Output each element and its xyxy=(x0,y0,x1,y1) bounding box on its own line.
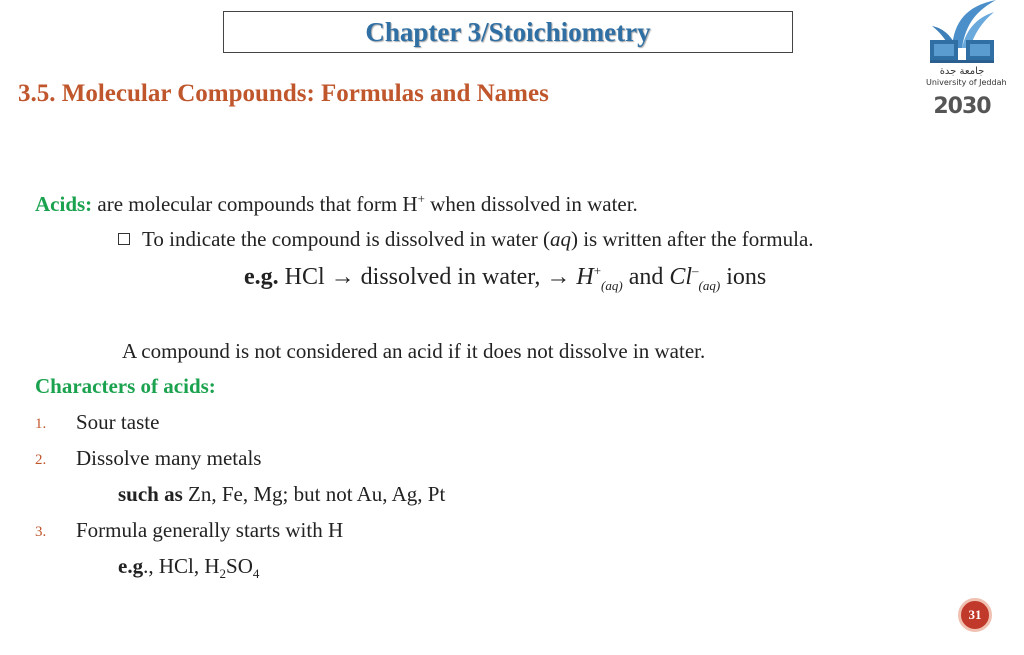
list-item-number-2: 2. xyxy=(35,452,47,468)
acids-eg-ions: ions xyxy=(720,264,767,290)
formula-eg-text-a: ., HCl, H xyxy=(143,554,220,578)
acids-definition-end: when dissolved in water. xyxy=(424,192,638,216)
acids-eg-aq2: (aq) xyxy=(698,277,721,293)
acids-definition-sup: + xyxy=(417,191,425,206)
acids-eg-cl: Cl xyxy=(669,264,693,290)
list-item-number-3: 3. xyxy=(35,524,47,540)
formula-sub-4: 4 xyxy=(252,566,260,582)
acids-eg-label: e.g. xyxy=(244,264,279,290)
acids-eg-cl-sup: – xyxy=(692,263,699,278)
acids-eg-text: HCl → dissolved in water, → xyxy=(278,264,577,290)
logo-vision: 2030 xyxy=(933,94,991,119)
list-item-number-1: 1. xyxy=(35,416,47,432)
page-number: 31 xyxy=(968,607,982,622)
university-logo-icon xyxy=(926,0,998,70)
acids-definition xyxy=(35,191,638,217)
characters-label: Characters of acids: xyxy=(35,374,216,398)
bullet-end: ) is written after the formula. xyxy=(570,227,814,251)
such-as-label: such as xyxy=(118,482,183,506)
acids-eg-h-sup: + xyxy=(593,263,602,278)
logo-university: University of Jeddah xyxy=(926,78,1007,87)
formula-eg-label: e.g xyxy=(118,554,144,578)
checkbox-bullet-icon xyxy=(118,233,130,245)
list-item-text-1: Sour taste xyxy=(76,410,160,434)
header-title: Chapter 3/Stoichiometry xyxy=(365,16,651,47)
formula-sub-2: 2 xyxy=(219,566,227,582)
such-as-text: Zn, Fe, Mg; but not Au, Ag, Pt xyxy=(182,482,446,506)
bullet-aq: aq xyxy=(549,227,571,251)
bullet-start: To indicate the compound is dissolved in water ( xyxy=(142,227,550,251)
acids-eg-aq1: (aq) xyxy=(601,277,623,293)
acids-example xyxy=(244,263,766,294)
such-as-line xyxy=(118,482,445,507)
university-logo xyxy=(926,0,1007,128)
acids-label: Acids: xyxy=(35,192,93,216)
formula-example xyxy=(118,554,259,582)
acids-eg-h: H xyxy=(576,264,594,290)
header-title-box xyxy=(223,11,793,53)
acid-note: A compound is not considered an acid if it does not dissolve in water. xyxy=(122,339,706,363)
list-item-text-3: Formula generally starts with H xyxy=(76,518,344,542)
list-item-text-2: Dissolve many metals xyxy=(76,446,262,470)
acids-eg-and: and xyxy=(622,264,670,290)
page-number-badge xyxy=(958,598,992,632)
acids-definition-text: are molecular compounds that form H xyxy=(97,192,418,216)
formula-eg-text-b: SO xyxy=(226,554,253,578)
logo-arabic: جامعة جدة xyxy=(939,66,985,77)
section-title: 3.5. Molecular Compounds: Formulas and Names xyxy=(18,80,549,107)
acids-bullet xyxy=(118,227,814,252)
